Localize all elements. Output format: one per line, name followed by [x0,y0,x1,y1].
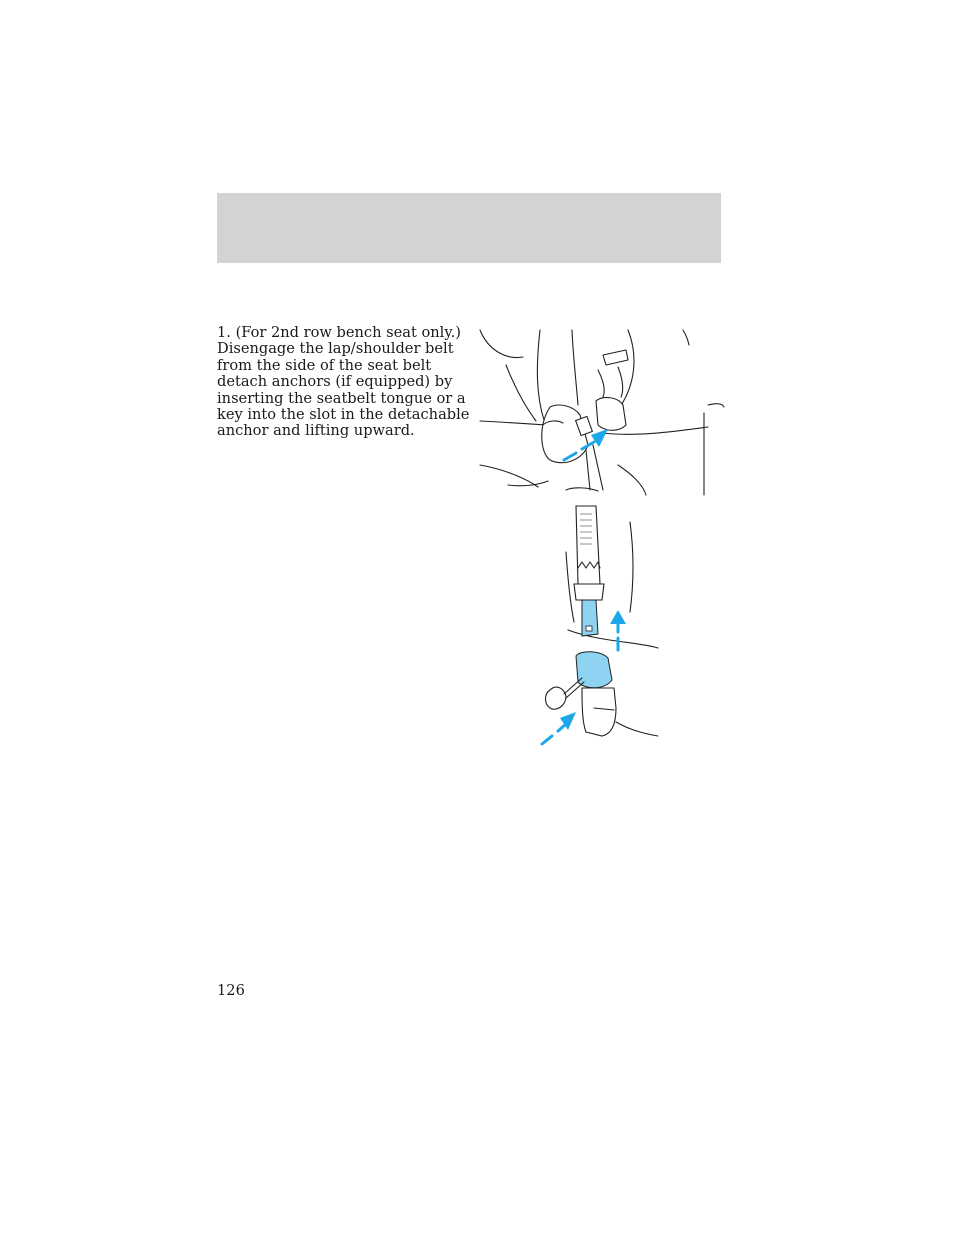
page-number: 126 [217,982,245,999]
key-release-anchor-illustration [530,502,665,750]
hand-inserting-tongue-illustration [478,325,728,497]
section-header-band [217,193,721,263]
instruction-text: 1. (For 2nd row bench seat only.) Disengage the lap/shoulder belt from the side of the seat belt detach anchors (if equipped) by inserting the seatbelt tongue or a key into the slot in the detachable anchor and lifting upward. [217,324,470,440]
